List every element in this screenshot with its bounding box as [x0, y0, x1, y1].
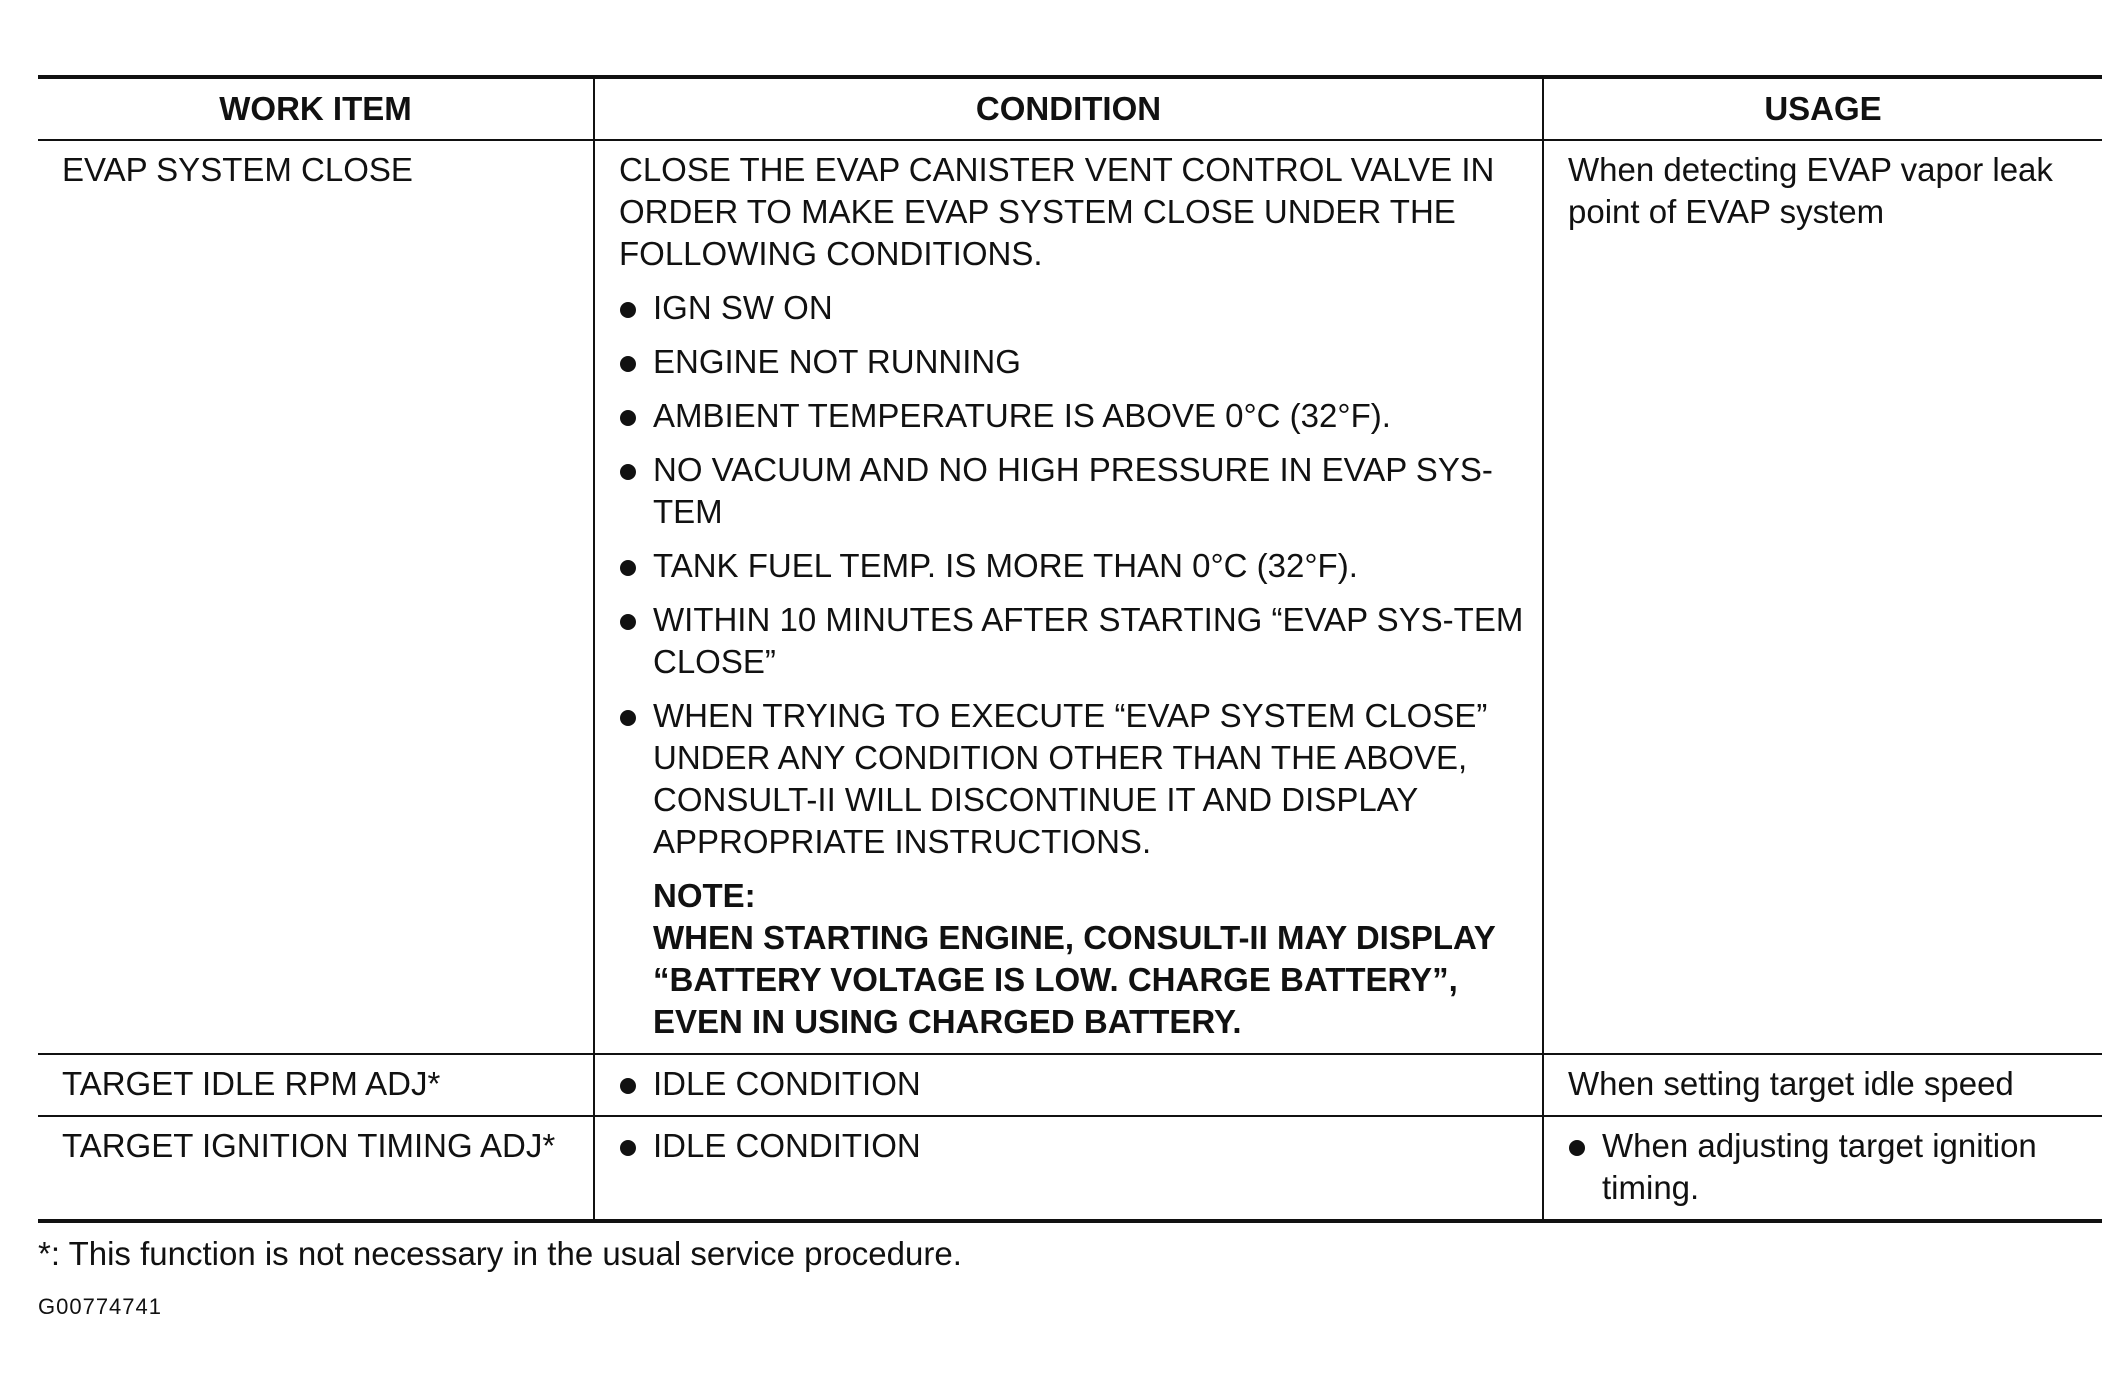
condition-item: TANK FUEL TEMP. IS MORE THAN 0°C (32°F).: [619, 545, 1528, 587]
condition-cell: [594, 140, 1543, 1054]
bullet-icon: [620, 356, 636, 372]
bullet-icon: [620, 614, 636, 630]
bullet-icon: [620, 1078, 636, 1094]
table-row: [38, 140, 2102, 1054]
header-condition: CONDITION: [594, 77, 1543, 140]
condition-item: IDLE CONDITION: [619, 1125, 1528, 1167]
bullet-icon: [620, 560, 636, 576]
work-item-cell: TARGET IGNITION TIMING ADJ*: [38, 1116, 594, 1221]
usage-cell: When setting target idle speed: [1543, 1054, 2102, 1116]
condition-item: NO VACUUM AND NO HIGH PRESSURE IN EVAP SYS-TEM: [619, 449, 1528, 533]
bullet-icon: [620, 302, 636, 318]
usage-cell: When detecting EVAP vapor leak point of EVAP system: [1543, 140, 2102, 1054]
condition-item: IGN SW ON: [619, 287, 1528, 329]
condition-item: AMBIENT TEMPERATURE IS ABOVE 0°C (32°F).: [619, 395, 1528, 437]
table-row: [38, 1054, 2102, 1116]
bullet-icon: [620, 710, 636, 726]
footnote: *: This function is not necessary in the usual service procedure.: [38, 1235, 962, 1272]
condition-list: [619, 1125, 1528, 1167]
bullet-icon: [620, 410, 636, 426]
figure-id: G00774741: [38, 1294, 162, 1319]
condition-list: [619, 1063, 1528, 1105]
header-usage: USAGE: [1543, 77, 2102, 140]
table-row: [38, 1116, 2102, 1221]
work-item-table: [38, 75, 2102, 1223]
condition-item: WITHIN 10 MINUTES AFTER STARTING “EVAP SYS-TEM CLOSE”: [619, 599, 1528, 683]
bullet-icon: [1569, 1140, 1585, 1156]
note-block: [653, 875, 1528, 1043]
work-item-cell: TARGET IDLE RPM ADJ*: [38, 1054, 594, 1116]
usage-cell: [1543, 1116, 2102, 1221]
note-text: WHEN STARTING ENGINE, CONSULT-II MAY DISPLAY “BATTERY VOLTAGE IS LOW. CHARGE BATTERY”, EVEN IN USING CHARGED BATTERY.: [653, 919, 1496, 1040]
condition-intro: CLOSE THE EVAP CANISTER VENT CONTROL VALVE IN ORDER TO MAKE EVAP SYSTEM CLOSE UNDER THE FOLLOWING CONDITIONS.: [619, 151, 1495, 272]
condition-item: IDLE CONDITION: [619, 1063, 1528, 1105]
work-item-cell: EVAP SYSTEM CLOSE: [38, 140, 594, 1054]
usage-item: When adjusting target ignition timing.: [1568, 1125, 2088, 1209]
condition-item: WHEN TRYING TO EXECUTE “EVAP SYSTEM CLOSE” UNDER ANY CONDITION OTHER THAN THE ABOVE, CONSULT-II WILL DISCONTINUE IT AND DISPLAY APPROPRIATE INSTRUCTIONS.: [619, 695, 1528, 863]
condition-item: ENGINE NOT RUNNING: [619, 341, 1528, 383]
bullet-icon: [620, 1140, 636, 1156]
condition-cell: [594, 1116, 1543, 1221]
condition-list: [619, 287, 1528, 863]
bullet-icon: [620, 464, 636, 480]
header-work-item: WORK ITEM: [38, 77, 594, 140]
usage-list: [1568, 1125, 2088, 1209]
table-header-row: [38, 77, 2102, 140]
note-label: NOTE:: [653, 877, 756, 914]
condition-cell: [594, 1054, 1543, 1116]
